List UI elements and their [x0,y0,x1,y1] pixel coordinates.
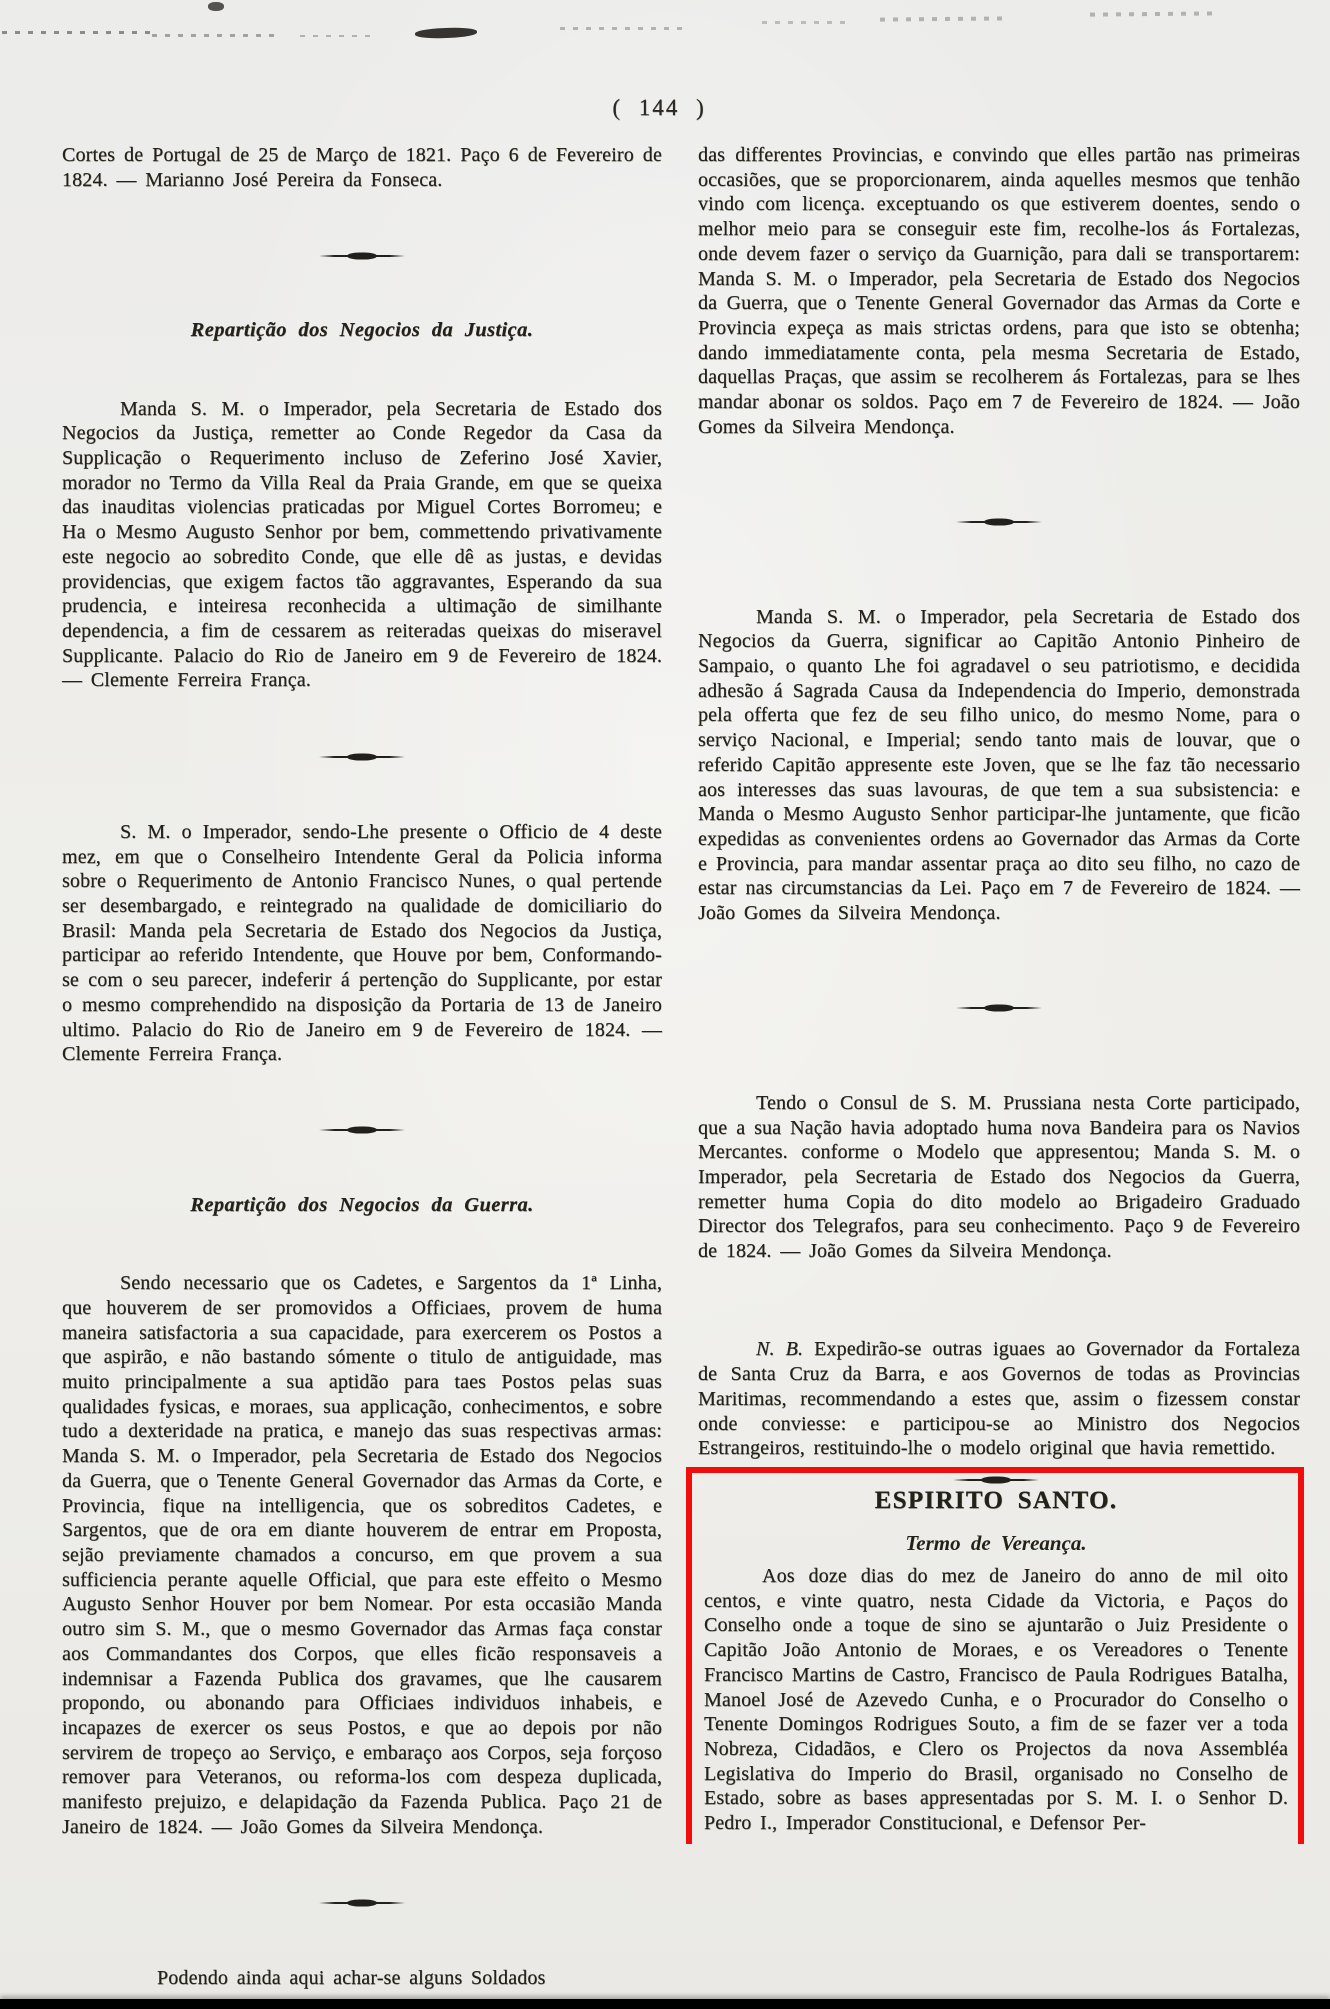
section-divider [956,1007,1042,1009]
paragraph-text: Expedirão-se outras iguaes ao Governador da Fortaleza de Santa Cruz da Barra, e aos Governos de todas as Provincias Maritimas, recommendando a estes que, assim o fizessem constar onde conviesse: e participou-se ao Ministro dos Negocios Estrangeiros, restituindo-lhe o modelo original que havia remettido. [698,1338,1300,1460]
paragraph: Podendo ainda aqui achar-se alguns Soldados [157,1967,546,1990]
scan-noise-mark [208,2,224,11]
section-heading: Repartição dos Negocios da Justiça. [190,319,534,342]
bottom-scan-bar [0,1999,1330,2009]
right-column-flow [698,143,1300,1461]
paragraph: Sendo necessario que os Cadetes, e Sargentos da 1ª Linha, que houverem de ser promovidos a Officiaes, provem de huma maneira satisfactoria a sua capacidade, para exercerem os Postos a que aspirão, e não bastando sómente o titulo de antiguidade, mas muito principalmente a sua aptidão para taes Postos pelas suas qualidades fysicas, e moraes, sua applicação, conhecimentos, e sobre tudo a dexteridade na pratica, e manejo das suas respectivas armas: Manda S. M. o Imperador, pela Secretaria de Estado dos Negocios da Guerra, que o Tenente General Governador das Armas da Corte, e Provincia, fique na intelligencia, que os sobreditos Cadetes, e Sargentos, que de ora em diante houverem de entrar em Proposta, sejão previamente chamados a concurso, em que provem a sua sufficiencia perante aquelle Official, que para este effeito o Mesmo Augusto Senhor Houver por bem Nomear. Por esta occasião Manda outro sim S. M., que o mesmo Governador das Armas faça constar aos Commandantes dos Corpos, que elles ficão responsaveis a indemnisar a Fazenda Publica dos gravames, que lhe causarem propondo, ou abonando para Officiaes individuos inhabeis, e incapazes de exercer os seus Postos, e que ao depois por não servirem de tropeço ao Serviço, e embaraço aos Corpos, seja forçoso remover para Veteranos, ou reforma-los com despeza duplicada, manifesto prejuizo, e delapidação da Fazenda Publica. Paço 21 de Janeiro de 1824. — João Gomes da Silveira Mendonça. [62,1272,662,1838]
article-subheading: Termo de Vereança. [905,1531,1087,1555]
paragraph: Manda S. M. o Imperador, pela Secretaria de Estado dos Negocios da Guerra, significar ao Capitão Antonio Pinheiro de Sampaio, o quanto Lhe foi agradavel o seu patriotismo, e decidida adhesão á Sagrada Causa da Independencia do Imperio, demonstrada pela offerta que fez de seu filho unico, do mesmo Nome, para o serviço Nacional, e Imperial; sendo tanto mais de louvar, que o referido Capitão appresente este Joven, que se lhe faz tão necessario aos interesses das suas lavouras, de que tem a sua subsistencia: e Manda o Mesmo Augusto Senhor participar-lhe juntamente, que ficão expedidas as convenientes ordens ao Governador das Armas da Corte e Provincia, para mandar assentar praça ao dito seu filho, no cazo de estar nas circumstancias da Lei. Paço em 7 de Fevereiro de 1824. — João Gomes da Silveira Mendonça. [698,605,1300,925]
section-divider [956,521,1042,523]
highlight-annotation-box [686,1467,1304,1844]
scan-noise-mark [560,27,690,30]
paragraph [698,1337,1300,1461]
scan-noise-mark [152,34,282,37]
section-divider [319,1129,405,1131]
paragraph: Aos doze dias do mez de Janeiro do anno de mil oito centos, e vinte quatro, nesta Cidade da Victoria, e Paços do Conselho onde a toque de sino se ajuntarão o Juiz Presidente o Capitão João Antonio de Moraes, e os Vereadores o Tenente Francisco Martins de Castro, Francisco de Paula Rodrigues Batalha, Manoel José de Azevedo Cunha, e o Procurador do Conselho o Tenente Domingos Rodrigues Souto, a fim de se fazer ver a toda Nobreza, Cidadãos, e Clero os Projectos da nova Assembléa Legislativa do Imperio do Brasil, organisado no Conselho de Estado, sobre as bases appresentadas por S. M. I. o Senhor D. Pedro I., Imperador Constitucional, e Defensor Per- [704,1565,1288,1835]
paragraph: Cortes de Portugal de 25 de Março de 1821. Paço 6 de Fevereiro de 1824. — Marianno José Pereira da Fonseca. [62,144,662,191]
scan-noise-mark [1090,11,1220,16]
scan-noise-mark [415,27,477,39]
paragraph: das differentes Provincias, e convindo que elles partão nas primeiras occasiões, que se proporcionarem, ainda aquelles mesmos que tenhão vindo com licença. exceptuando os que estiverem doentes, sendo o melhor meio para se conseguir este fim, recolhe-los ás Fortalezas, onde devem fazer o serviço da Guarnição, para dali se transportarem: Manda S. M. o Imperador, pela Secretaria de Estado dos Negocios da Guerra, que o Tenente General Governador das Armas da Corte e Provincia expeça as mais strictas ordens, para que isto se obtenha; dando immediatamente conta, pela mesma Secretaria de Estado, daquellas Praças, que assim se recolherem ás Fortalezas, para se lhes mandar abonar os soldos. Paço em 7 de Fevereiro de 1824. — João Gomes da Silveira Mendonça. [698,144,1300,438]
section-divider [319,255,405,257]
section-divider [319,756,405,758]
left-column [62,143,662,1991]
paragraph: Manda S. M. o Imperador, pela Secretaria de Estado dos Negocios da Justiça, remetter ao Conde Regedor da Casa da Supplicação o Requerimento incluso de Zeferino José Xavier, morador no Termo da Villa Real da Praia Grande, em que se queixa das inauditas violencias praticadas por Miguel Cortes Borromeu; e Ha o Mesmo Augusto Senhor por bem, commettendo privativamente este negocio ao sobredito Conde, que elle dê as justas, e devidas providencias, que exigem factos tão aggravantes, Esperando da sua prudencia, e inteiresa reconhecida a ultimação de similhante dependencia, a fim de cessarem as reiteradas queixas do miseravel Supplicante. Palacio do Rio de Janeiro em 9 de Fevereiro de 1824. — Clemente Ferreira França. [62,397,662,692]
scan-noise-mark [300,35,370,37]
nota-bene-label: N. B. [756,1338,804,1361]
scan-noise-mark [762,21,852,24]
section-divider [319,1902,405,1904]
article-heading: ESPIRITO SANTO. [874,1487,1118,1514]
page-number: ( 144 ) [612,95,706,120]
paragraph: S. M. o Imperador, sendo-Lhe presente o Officio de 4 deste mez, em que o Conselheiro Intendente Geral da Policia informa sobre o Requerimento de Antonio Francisco Nunes, o qual pertende ser desembargado, e reintegrado na qualidade de domiciliario do Brasil: Manda pela Secretaria de Estado dos Negocios da Justiça, participar ao referido Intendente, que Houve por bem, Conformando-se com o seu parecer, indeferir á pertenção do Supplicante, por estar o mesmo comprehendido na disposição da Portaria de 13 de Janeiro ultimo. Palacio do Rio de Janeiro em 9 de Fevereiro de 1824. — Clemente Ferreira França. [62,820,662,1066]
scan-noise-mark [880,16,1010,21]
section-heading: Repartição dos Negocios da Guerra. [190,1193,534,1216]
right-column [698,143,1300,1844]
scan-noise-mark [2,31,152,34]
section-divider [953,1479,1039,1481]
paragraph: Tendo o Consul de S. M. Prussiana nesta Corte participado, que a sua Nação havia adoptado huma nova Bandeira para os Navios Mercantes. conforme o Modelo que appresentou; Manda S. M. o Imperador, pela Secretaria de Estado dos Negocios da Guerra, remetter huma Copia do dito modelo ao Brigadeiro Graduado Director dos Telegrafos, para seu conhecimento. Paço 9 de Fevereiro de 1824. — João Gomes da Silveira Mendonça. [698,1091,1300,1263]
